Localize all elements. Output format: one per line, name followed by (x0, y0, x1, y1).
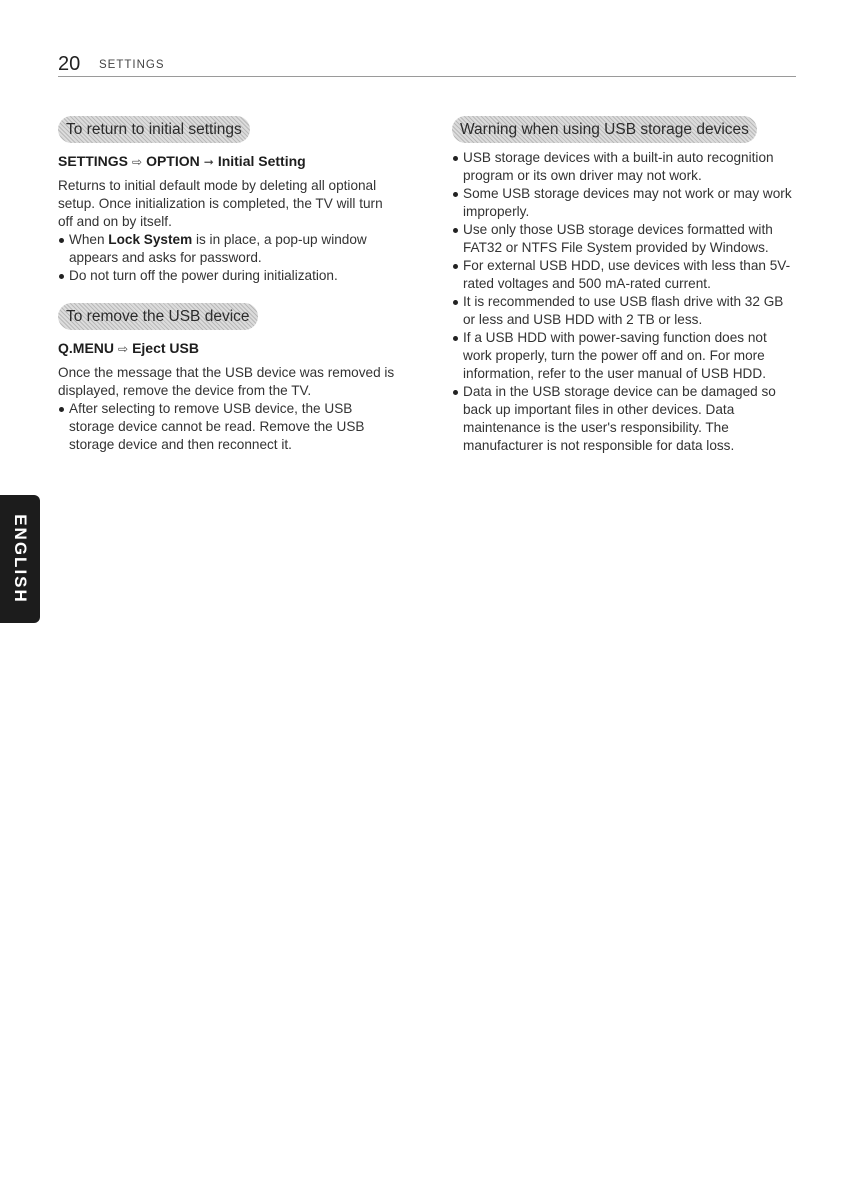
path-eject-usb: Eject USB (132, 340, 199, 356)
list-item: Data in the USB storage device can be damaged so back up important files in other devices. Data maintenance is the user's responsibility. The manufacturer is not responsible for data loss. (452, 383, 797, 455)
right-column (452, 116, 797, 455)
list-item: After selecting to remove USB device, the USB storage device cannot be read. Remove the USB storage device and then reconnect it. (58, 400, 398, 454)
lock-system-term: Lock System (108, 232, 193, 247)
language-side-tab (0, 495, 40, 623)
list-item: Use only those USB storage devices formatted with FAT32 or NTFS File System provided by Windows. (452, 221, 797, 257)
path-settings: SETTINGS (58, 153, 129, 169)
usb-warning-bullets (452, 149, 797, 455)
language-label: ENGLISH (11, 514, 30, 604)
remove-usb-path (58, 339, 398, 358)
initial-settings-heading: To return to initial settings (58, 116, 250, 143)
initial-settings-section (58, 116, 398, 285)
usb-warning-heading: Warning when using USB storage devices (452, 116, 757, 143)
bullet-text: is in place, a pop-up window appears and asks for password. (69, 232, 367, 265)
list-item: For external USB HDD, use devices with less than 5V-rated voltages and 500 mA-rated current. (452, 257, 797, 293)
remove-usb-section (58, 303, 398, 454)
list-item: Do not turn off the power during initialization. (58, 267, 398, 285)
list-item: USB storage devices with a built-in auto recognition program or its own driver may not work. (452, 149, 797, 185)
arrow-icon: ⇨ (118, 342, 129, 356)
remove-usb-body: Once the message that the USB device was removed is displayed, remove the device from the TV. (58, 365, 395, 398)
page-number: 20 (58, 53, 81, 75)
list-item (58, 231, 398, 267)
remove-usb-heading: To remove the USB device (58, 303, 258, 330)
path-initial-setting: Initial Setting (217, 153, 306, 169)
path-option: OPTION (146, 153, 200, 169)
bullet-text: When (69, 232, 109, 247)
page-header (58, 52, 796, 77)
arrow-icon: ➞ (203, 155, 214, 169)
remove-usb-bullets (58, 400, 398, 454)
initial-settings-bullets (58, 231, 398, 285)
list-item: It is recommended to use USB flash drive with 32 GB or less and USB HDD with 2 TB or less. (452, 293, 797, 329)
initial-settings-body: Returns to initial default mode by deleting all optional setup. Once initialization is completed, the TV will turn off and on by itself. (58, 178, 383, 229)
section-name: SETTINGS (99, 59, 165, 71)
initial-settings-path (58, 152, 398, 171)
left-column (58, 116, 398, 454)
arrow-icon: ⇨ (132, 155, 143, 169)
path-qmenu: Q.MENU (58, 340, 114, 356)
list-item: If a USB HDD with power-saving function does not work properly, turn the power off and on. For more information, refer to the user manual of USB HDD. (452, 329, 797, 383)
list-item: Some USB storage devices may not work or may work improperly. (452, 185, 797, 221)
